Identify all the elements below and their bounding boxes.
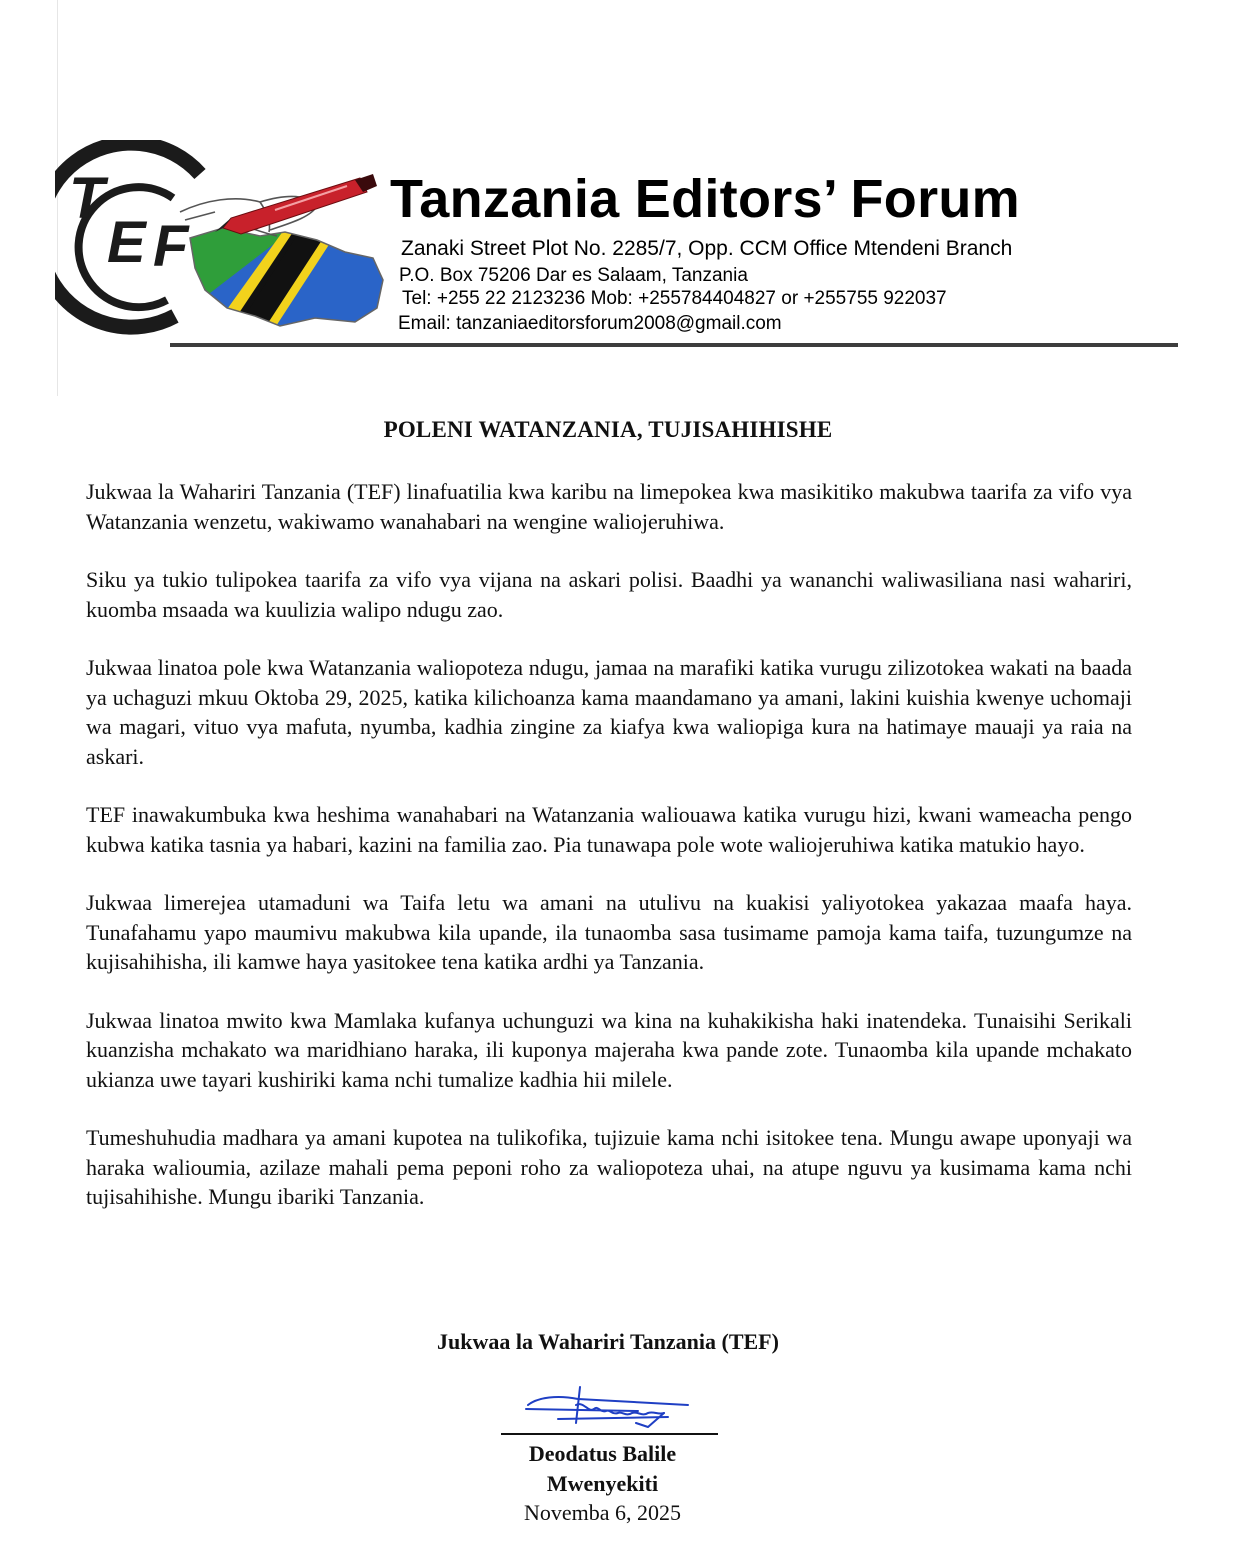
address-line-street: Zanaki Street Plot No. 2285/7, Opp. CCM Office Mtendeni Branch [401,237,1013,260]
svg-text:F: F [153,214,189,279]
body-paragraph: Jukwaa linatoa pole kwa Watanzania waliopoteza ndugu, jamaa na marafiki katika vurugu zilizotokea wakati na baada ya uchaguzi mkuu Oktoba 29, 2025, katika kilichoanza kama maandamano ya amani, lakini kuishia kwenye uchomaji wa magari, vituo vya mafuta, nyumba, kadhia zingine za kiafya kwa waliopiga kura na hatimaye mauaji ya raia na askari. [86,655,1132,769]
signature-line [501,1433,718,1435]
letterhead-divider [170,343,1178,347]
contact-phone-line: Tel: +255 22 2123236 Mob: +255784404827 or +255755 922037 [402,288,947,309]
tef-logo [55,140,405,350]
body-paragraph: Siku ya tukio tulipokea taarifa za vifo vya vijana na askari polisi. Baadhi ya wananchi waliwasiliana nasi wahariri, kuomba msaada wa kuulizia walipo ndugu zao. [86,567,1132,622]
svg-text:T: T [69,166,105,231]
signatory-name: Deodatus Balile [528,1441,677,1466]
contact-email-line: Email: tanzaniaeditorsforum2008@gmail.com [398,313,782,334]
body-paragraph: Jukwaa la Wahariri Tanzania (TEF) linafuatilia kwa karibu na limepokea kwa masikitiko makubwa taarifa za vifo vya Watanzania wenzetu, wakiwamo wanahabari na wengine waliojeruhiwa. [86,479,1132,534]
address-line-pobox: P.O. Box 75206 Dar es Salaam, Tanzania [399,265,748,286]
tanzania-flag-map [175,220,395,340]
pen-illustration [215,174,377,234]
handwritten-signature [518,1383,698,1431]
letter-date: Novemba 6, 2025 [523,1500,682,1525]
logo-lettering [69,166,190,279]
signature-organization: Jukwaa la Wahariri Tanzania (TEF) [437,1329,779,1354]
document-body [86,477,1132,1241]
body-paragraph: Jukwaa linatoa mwito kwa Mamlaka kufanya uchunguzi wa kina na kuhakikisha haki inatendeka. Tunaisihi Serikali kuanzisha mchakato wa maridhiano haraka, ili kuponya majeraha kwa pande zote. Tunaomba kila upande mchakato ukianza uwe tayari kushiriki kama nchi tumalize kadhia hii milele. [86,1007,1132,1092]
signatory-role: Mwenyekiti [546,1471,659,1496]
svg-text:E: E [107,210,146,275]
organization-name: Tanzania Editors’ Forum [390,169,1020,229]
body-paragraph: TEF inawakumbuka kwa heshima wanahabari na Watanzania waliouawa katika vurugu hizi, kwani wameacha pengo kubwa katika tasnia ya habari, kazini na familia zao. Pia tunawapa pole wote waliojeruhiwa katika matukio hayo. [86,802,1132,857]
document-title: POLENI WATANZANIA, TUJISAHIHISHE [383,417,833,442]
body-paragraph: Tumeshuhudia madhara ya amani kupotea na tulikofika, tujizuie kama nchi isitokee tena. Mungu awape uponyaji wa haraka walioumia, azilaze mahali pema peponi roho za waliopoteza uhai, na atupe nguvu ya kusimama kama nchi tujisahihishe. Mungu ibariki Tanzania. [86,1125,1132,1209]
body-paragraph: Jukwaa limerejea utamaduni wa Taifa letu wa amani na utulivu na kuakisi yaliyotokea yakazaa maafa haya. Tunafahamu yapo maumivu makubwa kila upande, ila tunaomba sasa tusimame pamoja kama taifa, tuzungumze na kujisahihisha, ili kamwe haya yasitokee tena katika ardhi ya Tanzania. [86,890,1132,974]
